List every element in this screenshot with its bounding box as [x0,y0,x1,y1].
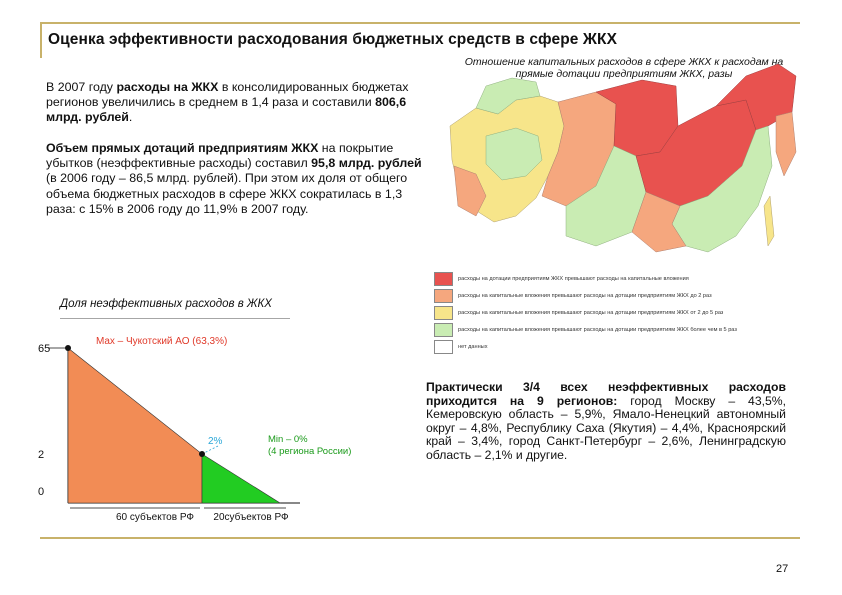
legend-swatch-yellow [434,306,453,320]
map-legend [434,272,814,357]
paragraph-expenses: В 2007 году расходы на ЖКХ в консолидированных бюджетах регионов увеличились в среднем в 1,4 раза и составили 806,6 млрд. рублей. [46,80,409,125]
legend-swatch-green [434,323,453,337]
top-rule [40,22,800,24]
legend-swatch-red [434,272,453,286]
map-region-sakhalin [764,196,774,246]
legend-item: расходы на дотации предприятиям ЖКХ превышают расходы на капитальные вложения [434,272,814,286]
max-point [65,345,71,351]
paragraph-top-regions: Практически 3/4 всех неэффективных расходов приходится на 9 регионов: город Москву – 43,5%, Кемеровскую область – 5,9%, Ямало-Ненецкий автономный округ – 4,8%, Республику Саха (Якутия) – 4,4%, Красноярский край – 3,4%, город Санкт-Петербург – 2,6%, Ленинградскую область – 2,1% и другие. [426,380,786,462]
bottom-rule [40,537,800,539]
chart-title: Доля неэффективных расходов в ЖКХ [60,298,272,310]
inefficiency-chart [30,318,410,528]
paragraph-subsidies: Объем прямых дотаций предприятиям ЖКХ на покрытие убытков (неэффективные расходы) составил 95,8 млрд. рублей (в 2006 году – 86,5 млрд. рублей). При этом их доля от общего объема бюджетных расходов в сфере ЖКХ сократилась в 1,3 раза: с 15% в 2006 году до 11,9% в 2007 году. [46,141,422,216]
legend-swatch-white [434,340,453,354]
legend-item: расходы на капитальные вложения превышают расходы на дотации предприятиям ЖКХ до 2 раз [434,289,814,303]
legend-item: расходы на капитальные вложения превышают расходы на дотации предприятиям ЖКХ более чем в 5 раз [434,323,814,337]
mid-point [199,451,205,457]
page-number: 27 [776,563,789,575]
legend-item: расходы на капитальные вложения превышают расходы на дотации предприятиям ЖКХ от 2 до 5 раз [434,306,814,320]
y-tick-label: 65 [38,343,51,355]
legend-swatch-orange [434,289,453,303]
annotation-max: Max – Чукотский АО (63,3%) [96,336,228,347]
map-region-kamchatka [776,112,796,176]
annotation-mid: 2% [208,436,223,447]
russia-map [446,56,798,266]
area-20-regions [202,454,280,503]
map-caption: Отношение капитальных расходов в сфере ЖКХ к расходам на прямые дотации предприятиям ЖКХ, разы [464,56,784,80]
area-60-regions [68,348,202,503]
annotation-min: Min – 0% [268,434,308,445]
legend-item: нет данных [434,340,814,354]
slide-title: Оценка эффективности расходования бюджетных средств в сфере ЖКХ [48,31,618,48]
top-left-rule [40,22,42,58]
y-tick-label: 2 [38,449,45,461]
y-tick-label: 0 [38,486,45,498]
annotation-min-sub: (4 региона России) [268,446,352,457]
x-label-20: 20субъектов РФ [213,512,289,523]
x-label-60: 60 субъектов РФ [116,512,194,523]
